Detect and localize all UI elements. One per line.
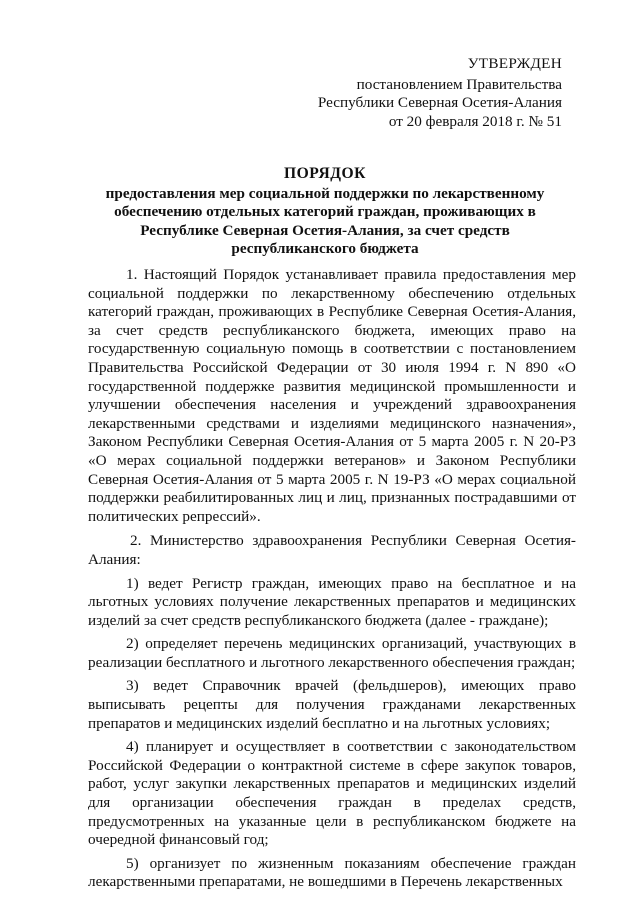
document-body bbox=[88, 266, 576, 892]
approval-line-2: Республики Северная Осетия-Алания bbox=[317, 94, 562, 112]
subitem-1: 1) ведет Регистр граждан, имеющих право на бесплатное и на льготных условиях получение лекарственных препаратов и медицинских изделий за счет средств республиканского бюджета (далее - граждане); bbox=[88, 574, 576, 629]
paragraph-1: 1. Настоящий Порядок устанавливает правила предоставления мер социальной поддержки по лекарственному обеспечению отдельных категорий граждан, проживающих в Республике Северная Осетия-Алания, за счет средств республиканского бюджета, имеющих право на государственную социальную помощь в соответствии с постановлением Правительства Российской Федерации от 30 июля 1994 г. N 890 «О государственной поддержке развития медицинской промышленности и улучшении обеспечения населения и учреждений здравоохранения лекарственными средствами и изделиями медицинского назначения», Законом Республики Северная Осетия-Алания от 5 марта 2005 г. N 20-РЗ «О мерах социальной поддержки ветеранов» и Законом Республики Северная Осетия-Алания от 5 марта 2005 г. N 19-РЗ «О мерах социальной поддержки реабилитированных лиц и лиц, признанных пострадавшими от политических репрессий». bbox=[88, 266, 576, 525]
subitem-5: 5) организует по жизненным показаниям обеспечение граждан лекарственными препаратами, не вошедшими в Перечень лекарственных bbox=[88, 854, 576, 891]
subitem-2: 2) определяет перечень медицинских организаций, участвующих в реализации бесплатного и льготного лекарственного обеспечения граждан; bbox=[88, 635, 576, 671]
subitem-3: 3) ведет Справочник врачей (фельдшеров), имеющих право выписывать рецепты для получения гражданами лекарственных препаратов и медицинских изделий бесплатно и на льготных условиях; bbox=[88, 677, 576, 732]
paragraph-2: 2. Министерство здравоохранения Республики Северная Осетия-Алания: bbox=[88, 532, 576, 568]
approval-heading: УТВЕРЖДЕН bbox=[467, 55, 562, 72]
title-subtitle: предоставления мер социальной поддержки по лекарственному обеспечению отдельных категорий граждан, проживающих в Республике Северная Осетия-Алания, за счет средств республиканского бюджета bbox=[105, 184, 545, 258]
approval-stamp bbox=[300, 55, 562, 131]
approval-line-3: от 20 февраля 2018 г. № 51 bbox=[388, 112, 562, 130]
document-title bbox=[88, 165, 562, 259]
title-main: ПОРЯДОК bbox=[284, 165, 366, 182]
approval-line-1: постановлением Правительства bbox=[356, 75, 562, 93]
subitem-4: 4) планирует и осуществляет в соответствии с законодательством Российской Федерации о контрактной системе в сфере закупок товаров, работ, услуг закупки лекарственных препаратов и медицинских изделий для организации обеспечения граждан в пределах средств, предусмотренных на указанные цели в республиканском бюджете на очередной финансовый год; bbox=[88, 738, 576, 849]
